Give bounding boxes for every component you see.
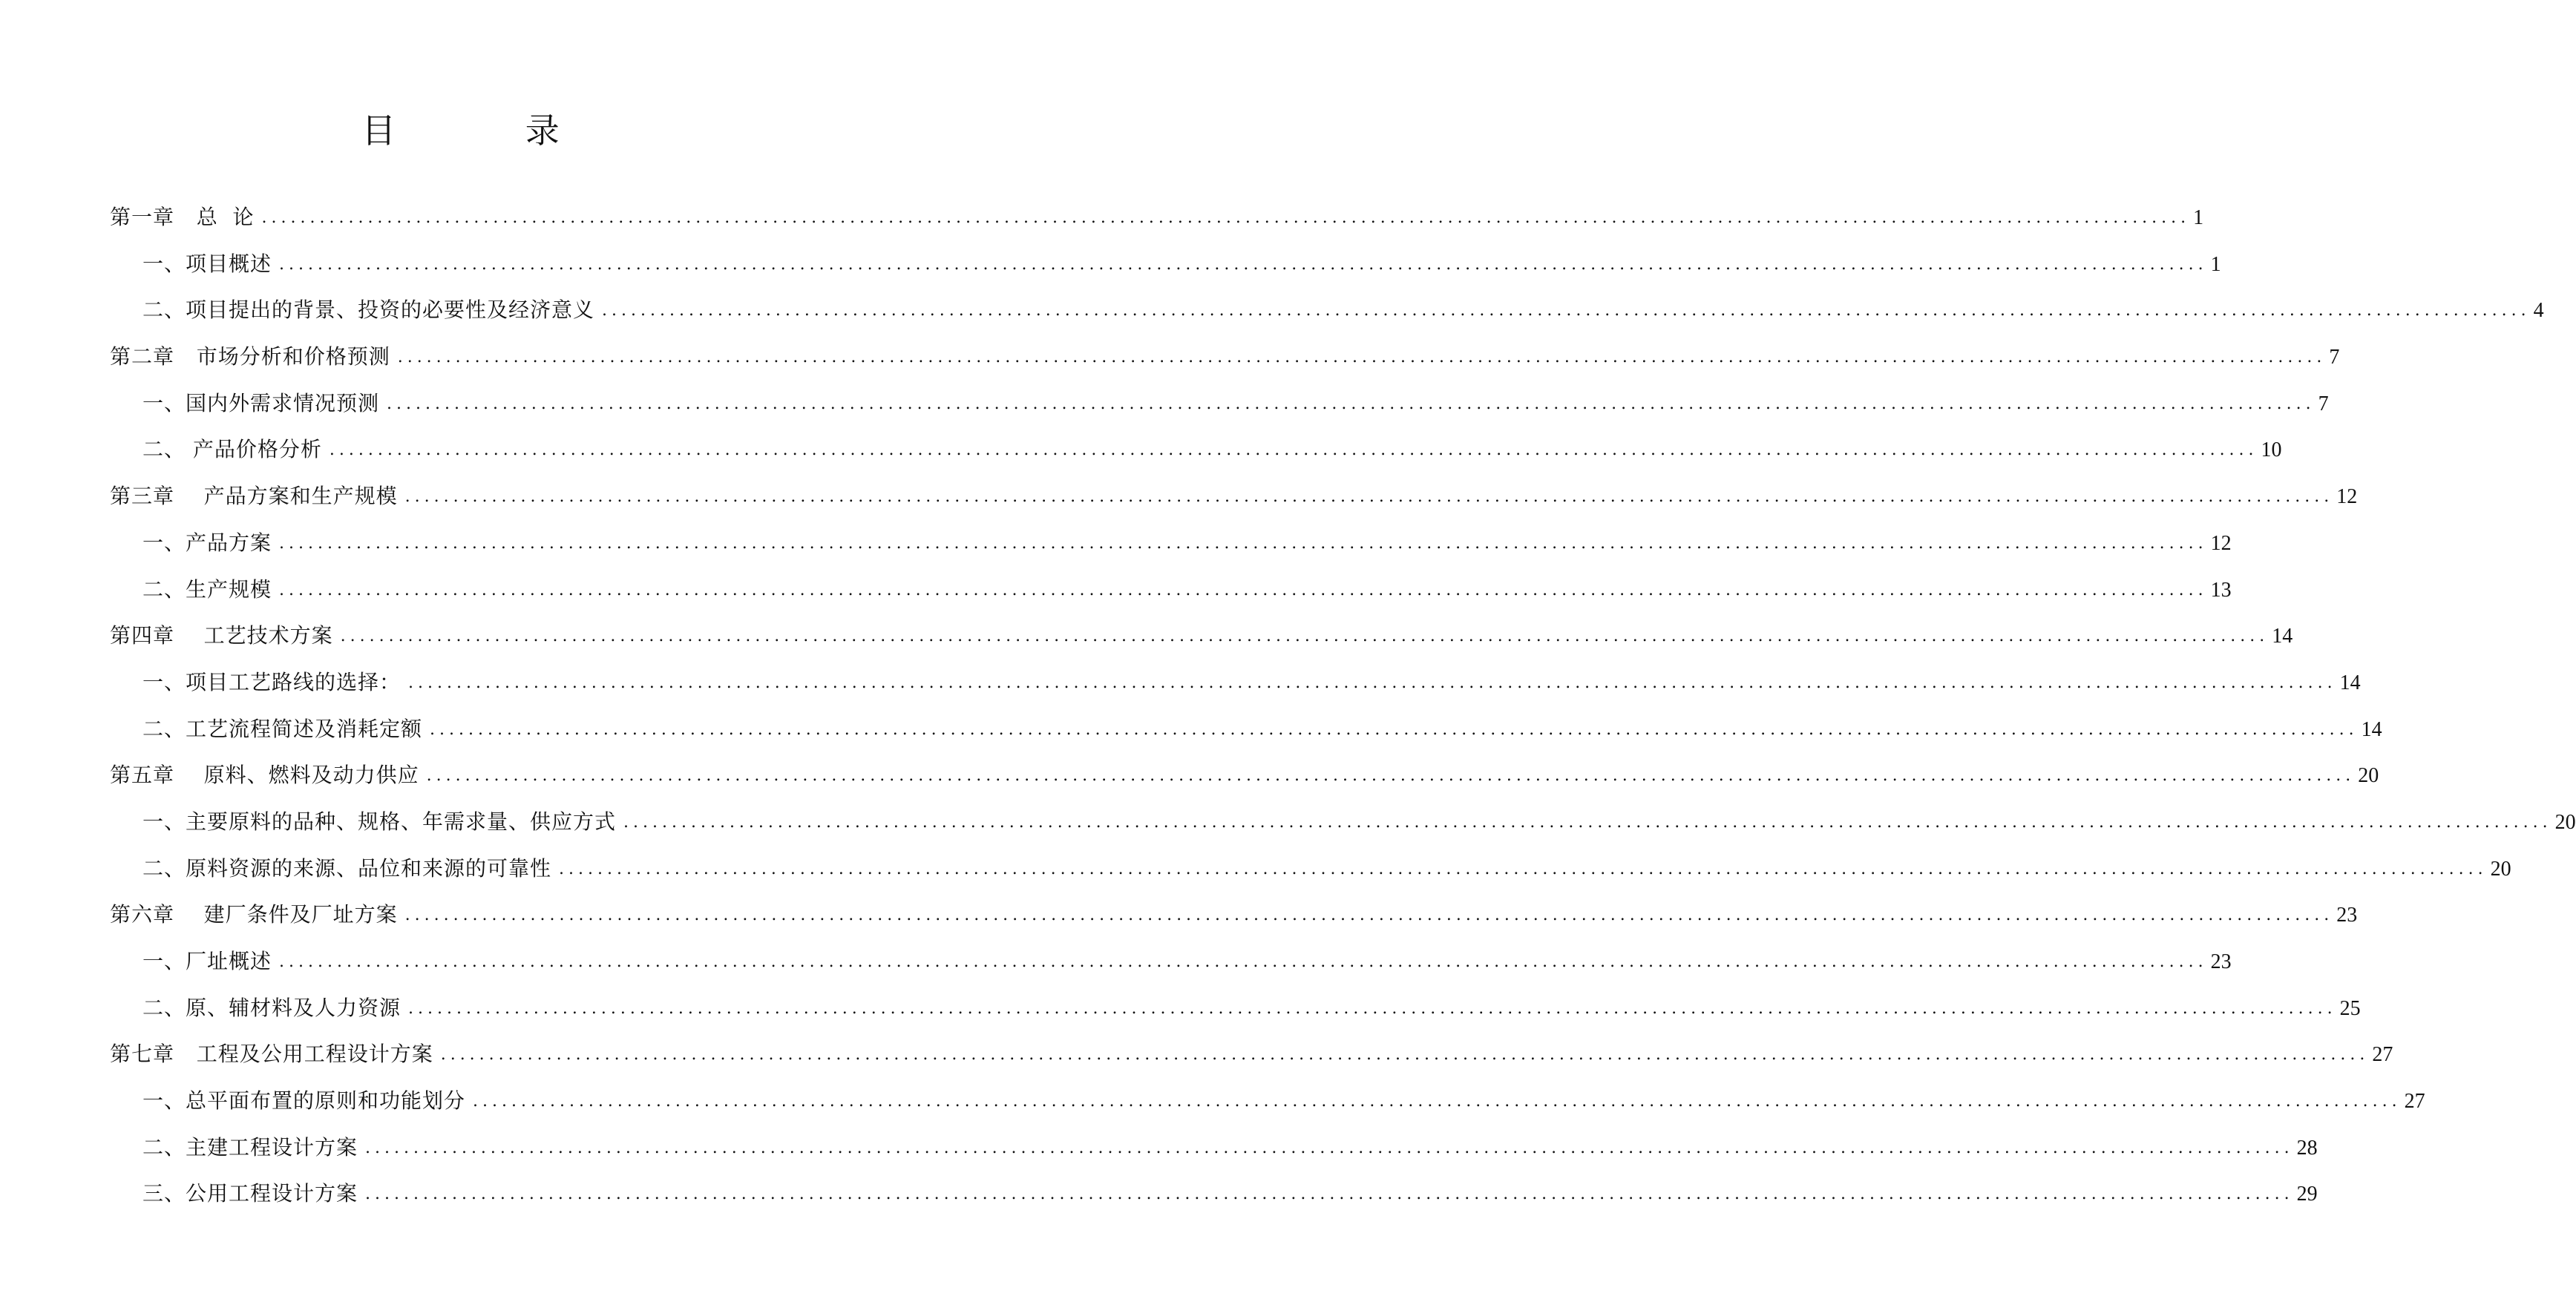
toc-entry-label: 第二章 市场分析和价格预测 [110, 344, 390, 369]
toc-entry-label: 二、 产品价格分析 [142, 437, 322, 462]
toc-entry-page: 1 [2193, 206, 2204, 229]
toc-entry-page: 12 [2336, 485, 2358, 509]
toc-leader-dots: ........................................................................................................................................................................................................ [623, 812, 2552, 832]
toc-entry-label: 二、工艺流程简述及消耗定额 [142, 716, 423, 741]
toc-entry-page: 23 [2336, 904, 2358, 927]
toc-leader-dots: ........................................................................................................................................................................................................ [440, 1045, 2370, 1065]
toc-leader-dots: ........................................................................................................................................................................................................ [365, 1185, 2294, 1204]
toc-entry[interactable] [110, 752, 2379, 799]
toc-entry-label: 第四章 工艺技术方案 [110, 623, 333, 648]
toc-entry-page: 14 [2272, 625, 2293, 648]
toc-entry[interactable] [110, 892, 2358, 938]
toc-entry-page: 29 [2296, 1183, 2318, 1206]
toc-entry-page: 23 [2210, 950, 2232, 973]
toc-entry-label: 二、主建工程设计方案 [142, 1134, 358, 1160]
toc-entry[interactable] [110, 381, 2329, 427]
toc-entry[interactable] [110, 1078, 2425, 1125]
toc-entry[interactable] [110, 846, 2511, 892]
toc-entry-page: 7 [2318, 392, 2329, 415]
toc-entry[interactable] [110, 1031, 2393, 1078]
toc-entry-page: 20 [2490, 857, 2511, 881]
toc-entry-page: 10 [2261, 438, 2282, 462]
toc-entry-page: 4 [2533, 299, 2544, 323]
toc-entry-label: 二、项目提出的背景、投资的必要性及经济意义 [142, 297, 595, 323]
toc-entry-label: 一、项目概述 [142, 251, 272, 276]
toc-entry-label: 一、项目工艺路线的选择： [142, 669, 402, 694]
toc-leader-dots: ........................................................................................................................................................................................................ [602, 301, 2531, 320]
toc-entry[interactable] [110, 194, 2204, 241]
toc-entry[interactable] [110, 1125, 2318, 1171]
toc-entry-label: 一、厂址概述 [142, 949, 272, 973]
toc-entry[interactable] [110, 520, 2232, 567]
toc-entry[interactable] [110, 334, 2340, 381]
toc-leader-dots: ........................................................................................................................................................................................................ [408, 999, 2337, 1018]
toc-entry-label: 第五章 原料、燃料及动力供应 [110, 763, 419, 788]
toc-entry-page: 28 [2296, 1136, 2318, 1160]
toc-entry[interactable] [110, 241, 2221, 288]
toc-entry-page: 20 [2554, 810, 2576, 834]
toc-leader-dots: ........................................................................................................................................................................................................ [408, 673, 2337, 692]
toc-entry-page: 27 [2372, 1043, 2393, 1067]
toc-leader-dots: ........................................................................................................................................................................................................ [279, 254, 2208, 274]
toc-entry-label: 第三章 产品方案和生产规模 [110, 484, 398, 509]
toc-entry-page: 1 [2210, 252, 2221, 276]
toc-entry-page: 12 [2210, 531, 2232, 555]
toc-leader-dots: ........................................................................................................................................................................................................ [340, 627, 2269, 646]
toc-entry[interactable] [110, 1171, 2318, 1217]
toc-leader-dots: ........................................................................................................................................................................................................ [397, 348, 2327, 367]
toc-entry[interactable] [110, 799, 2576, 846]
toc-entry[interactable] [110, 706, 2382, 753]
toc-entry-page: 25 [2339, 996, 2361, 1020]
toc-leader-dots: ........................................................................................................................................................................................................ [559, 859, 2488, 878]
toc-entry[interactable] [110, 287, 2544, 334]
toc-entry-page: 13 [2210, 578, 2232, 602]
toc-leader-dots: ........................................................................................................................................................................................................ [404, 487, 2334, 507]
toc-entry-page: 14 [2339, 671, 2361, 694]
toc-entry-label: 二、原料资源的来源、品位和来源的可靠性 [142, 855, 552, 881]
toc-leader-dots: ........................................................................................................................................................................................................ [473, 1092, 2402, 1111]
toc-leader-dots: ........................................................................................................................................................................................................ [404, 906, 2334, 925]
toc-entry[interactable] [110, 613, 2293, 660]
toc-entry-label: 二、生产规模 [142, 576, 272, 602]
toc-entry-label: 三、公用工程设计方案 [142, 1181, 358, 1206]
toc-entry-label: 一、主要原料的品种、规格、年需求量、供应方式 [142, 809, 617, 834]
toc-entry-page: 27 [2404, 1090, 2425, 1114]
toc-title: 目 录 [361, 111, 619, 151]
toc-entry-label: 第七章 工程及公用工程设计方案 [110, 1042, 433, 1067]
toc-leader-dots: ........................................................................................................................................................................................................ [279, 953, 2208, 971]
toc-entry[interactable] [110, 660, 2361, 706]
toc-leader-dots: ........................................................................................................................................................................................................ [329, 441, 2258, 460]
toc-entry-label: 一、国内外需求情况预测 [142, 390, 380, 415]
toc-entry-label: 二、原、辅材料及人力资源 [142, 995, 402, 1020]
toc-entry-label: 第一章 总 论 [110, 205, 255, 229]
toc-entry-page: 14 [2361, 717, 2382, 741]
toc-entry-page: 7 [2329, 346, 2340, 369]
toc-entry[interactable] [110, 427, 2282, 473]
toc-entry[interactable] [110, 938, 2232, 985]
toc-leader-dots: ........................................................................................................................................................................................................ [261, 208, 2191, 227]
toc-list [110, 194, 2576, 1217]
toc-leader-dots: ........................................................................................................................................................................................................ [279, 580, 2208, 599]
toc-entry-label: 一、产品方案 [142, 530, 272, 555]
toc-entry-page: 20 [2358, 764, 2379, 788]
toc-entry-label: 第六章 建厂条件及厂址方案 [110, 902, 398, 927]
toc-entry[interactable] [110, 567, 2232, 614]
toc-leader-dots: ........................................................................................................................................................................................................ [279, 533, 2208, 553]
toc-entry[interactable] [110, 985, 2361, 1032]
toc-entry-label: 一、总平面布置的原则和功能划分 [142, 1088, 466, 1114]
toc-leader-dots: ........................................................................................................................................................................................................ [426, 766, 2356, 786]
toc-entry[interactable] [110, 473, 2358, 520]
toc-leader-dots: ........................................................................................................................................................................................................ [387, 394, 2316, 413]
toc-leader-dots: ........................................................................................................................................................................................................ [365, 1138, 2294, 1157]
toc-leader-dots: ........................................................................................................................................................................................................ [430, 720, 2359, 739]
